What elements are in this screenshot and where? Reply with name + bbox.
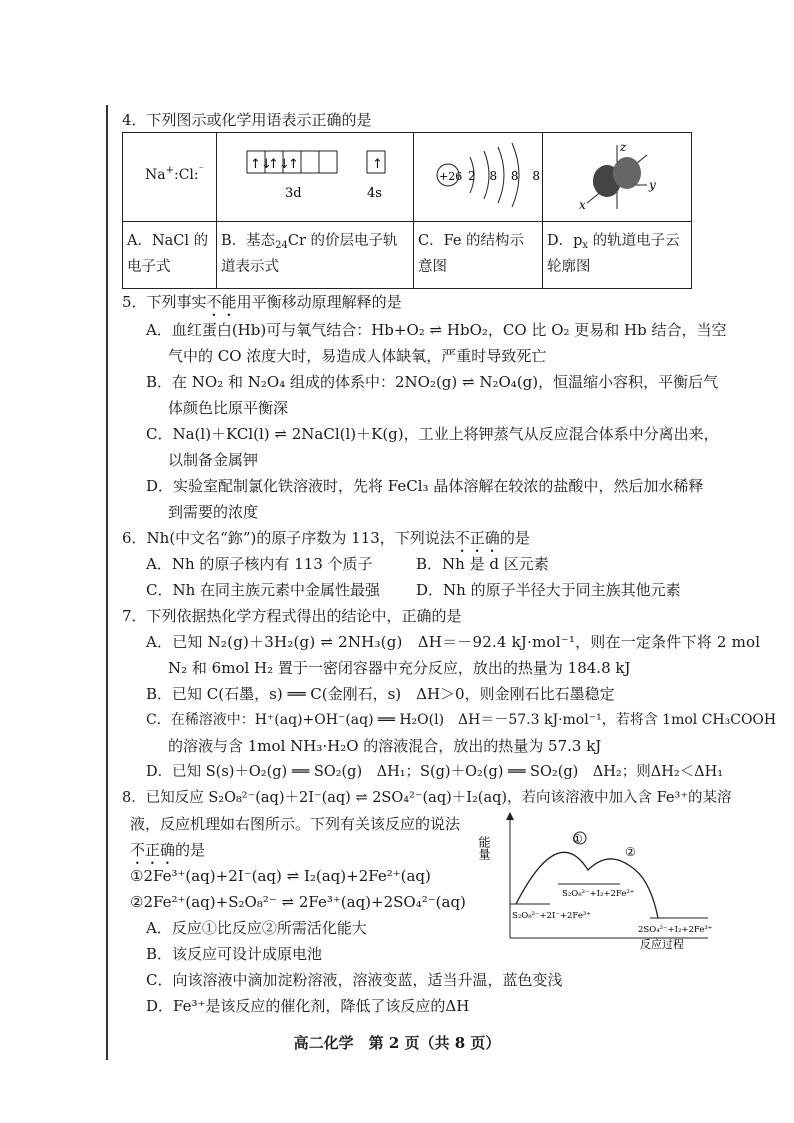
q5-option-c-cont: 以制备金属钾 [168,451,259,469]
q4-option-d: D．$p_x$ 的轨道电子云轮廓图 [547,233,680,275]
electron-shells: 2 8 8 8 [468,169,545,183]
svg-text:y: y [649,178,656,192]
q6-stem: 6．Nh(中文名“鉨”)的原子序数为 113，下列说法不正确的是 [122,529,530,547]
q4-c-figure [414,133,545,221]
q8-option-a: A．反应①比反应②所需活化能大 [146,919,367,937]
q4-option-table [122,132,692,289]
level-end-label: 2SO₄²⁻+I₂+2Fe³⁺ [638,925,713,935]
q5-option-b-cont: 体颜色比原平衡深 [168,399,289,417]
svg-text:↑: ↑ [372,157,383,172]
q6-option-d: D．Nh 的原子半径大于同主族其他元素 [416,581,681,599]
svg-text:x: x [579,198,586,212]
q4-a-figure [123,133,216,221]
q5-option-d-cont: 到需要的浓度 [168,503,259,521]
svg-text:↑↓: ↑↓ [250,157,272,172]
svg-text:+26: +26 [439,170,463,183]
svg-text:↑↓: ↑↓ [268,157,290,172]
energy-axis-label: 能量 [477,836,491,860]
q8-option-b: B．该反应可设计成原电池 [146,945,323,963]
q8-stem-cont2: 不正确的是 [130,841,206,859]
label-4s: 4s [367,186,382,201]
q7-option-a: A．已知 N₂(g)＋3H₂(g) ⇌ 2NH₃(g) ΔH＝－92.4 kJ·mol⁻¹，则在一定条件下将 2 mol [146,633,761,651]
q5-option-a-cont: 气中的 CO 浓度大时，易造成人体缺氧，严重时导致死亡 [168,347,547,365]
q4-option-b: B．基态$_{24}$Cr 的价层电子轨道表示式 [221,233,398,275]
peak-1-label: ① [572,832,583,846]
energy-profile-diagram [477,812,713,951]
q8-option-d: D．Fe³⁺是该反应的催化剂，降低了该反应的ΔH [146,997,470,1015]
fe-atom-structure [414,133,545,221]
q6-option-a: A．Nh 的原子核内有 113 个质子 [146,555,373,573]
level-start-label: S₂O₈²⁻+2I⁻+2Fe³⁺ [512,911,591,921]
q8-option-c: C．向该溶液中滴加淀粉溶液，溶液变蓝，适当升温，蓝色变浅 [146,971,563,989]
reaction-axis-label: 反应过程 [640,938,684,951]
label-3d: 3d [285,186,302,201]
q4-option-a: A．NaCl 的电子式 [127,233,209,275]
q5-option-b: B．在 NO₂ 和 N₂O₄ 组成的体系中：2NO₂(g) ⇌ N₂O₄(g)，恒温缩小容积，平衡后气 [146,373,719,391]
q7-option-a-cont: N₂ 和 6mol H₂ 置于一密闭容器中充分反应，放出的热量为 184.8 kJ [168,659,631,677]
q7-option-b: B．已知 C(石墨，s) ══ C(金刚石，s) ΔH＞0，则金刚石比石墨稳定 [146,685,615,703]
q5-stem: 5．下列事实不能用平衡移动原理解释的是 [122,293,402,311]
q4-option-c: C．Fe 的结构示意图 [418,233,525,275]
level-mid-label: S₂O₈²⁻+I₂+2Fe²⁺ [562,889,635,899]
q7-option-c: C．在稀溶液中：H⁺(aq)+OH⁻(aq) ══ H₂O(l) ΔH＝－57.3 kJ·mol⁻¹，若将含 1mol CH₃COOH [146,712,777,728]
q4-stem: 4．下列图示或化学用语表示正确的是 [122,111,372,129]
q7-stem: 7．下列依据热化学方程式得出的结论中，正确的是 [122,607,462,625]
q8-reaction-2: ②2Fe²⁺(aq)+S₂O₈²⁻ ⇌ 2Fe³⁺(aq)+2SO₄²⁻(aq) [130,893,466,911]
q8-reaction-1: ①2Fe³⁺(aq)+2I⁻(aq) ⇌ I₂(aq)+2Fe²⁺(aq) [130,867,431,885]
svg-text:z: z [620,140,627,154]
page-footer: 高二化学 第 2 页（共 8 页） [293,1034,501,1052]
q8-stem: 8．已知反应 S₂O₈²⁻(aq)＋2I⁻(aq) ⇌ 2SO₄²⁻(aq)＋I₂(aq)，若向该溶液中加入含 Fe³⁺的某溶 [122,790,732,806]
binding-margin-line [106,105,108,1060]
svg-text:↑: ↑ [288,157,299,172]
q8-stem-cont: 液，反应机理如右图所示。下列有关该反应的说法 [130,815,461,833]
q6-option-c: C．Nh 在同主族元素中金属性最强 [146,581,381,599]
q7-option-c-cont: 的溶液与含 1mol NH₃·H₂O 的溶液混合，放出的热量为 57.3 kJ [168,737,602,755]
energy-curve [516,852,658,918]
nacl-electron-formula: Na+:Cl:⁻ [145,165,204,183]
q5-option-d: D．实验室配制氯化铁溶液时，先将 FeCl₃ 晶体溶解在较浓的盐酸中，然后加水稀释 [146,477,704,495]
q6-option-b: B．Nh 是 d 区元素 [416,555,549,573]
q5-option-a: A．血红蛋白(Hb)可与氧气结合：Hb+O₂ ⇌ HbO₂，CO 比 O₂ 更易和 Hb 结合，当空 [146,321,727,339]
q4-d-figure [543,133,691,221]
q7-option-d: D．已知 S(s)＋O₂(g) ══ SO₂(g) ΔH₁；S(g)＋O₂(g) ══ SO₂(g) ΔH₂；则ΔH₂＜ΔH₁ [146,764,724,780]
q4-b-figure [217,133,413,221]
cr-orbital-diagram [217,133,413,221]
peak-2-label: ② [625,845,636,859]
px-orbital-cloud [543,133,691,221]
q5-option-c: C．Na(l)＋KCl(l) ⇌ 2NaCl(l)＋K(g)，工业上将钾蒸气从反应混合体系中分离出来， [146,425,719,443]
